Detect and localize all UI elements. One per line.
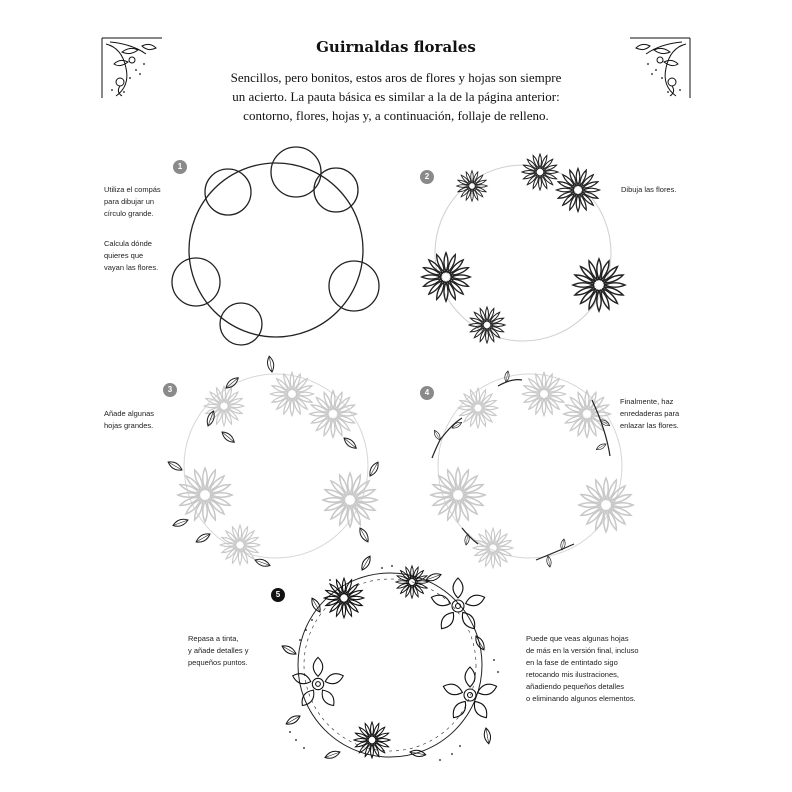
step-3-badge: 3: [163, 383, 177, 397]
step-4-badge: 4: [420, 386, 434, 400]
note-line: Calcula dónde: [104, 239, 152, 248]
note-line: enredaderas para: [620, 409, 680, 418]
step-5-note-a: [188, 633, 248, 669]
note-line: retocando mis ilustraciones,: [526, 670, 619, 679]
intro-text: [222, 68, 570, 125]
step-3-drawing: [167, 356, 381, 569]
step-1-note-b: [104, 238, 158, 274]
note-line: enlazar las flores.: [620, 421, 679, 430]
note-line: Finalmente, haz: [620, 397, 674, 406]
step-5-badge: 5: [271, 588, 285, 602]
note-line: Añade algunas: [104, 409, 155, 418]
note-line: Puede que veas algunas hojas: [526, 634, 629, 643]
step-2-drawing: [422, 154, 625, 343]
step-2-note: [621, 184, 676, 196]
note-line: círculo grande.: [104, 209, 154, 218]
step-1-badge: 1: [173, 160, 187, 174]
note-line: para dibujar un: [104, 197, 155, 206]
note-line: Dibuja las flores.: [621, 185, 677, 194]
step-4-note: [620, 396, 679, 432]
note-line: vayan las flores.: [104, 263, 159, 272]
note-line: hojas grandes.: [104, 421, 154, 430]
intro-line: contorno, flores, hojas y, a continuación, follaje de relleno.: [243, 108, 549, 123]
note-line: y añade detalles y: [188, 646, 249, 655]
note-line: de más en la versión final, incluso: [526, 646, 639, 655]
note-line: Utiliza el compás: [104, 185, 161, 194]
note-line: en la fase de entintado sigo: [526, 658, 618, 667]
step-3-note: [104, 408, 154, 432]
step-1-note-a: [104, 184, 161, 220]
note-line: añadiendo pequeños detalles: [526, 682, 625, 691]
step-2-badge: 2: [420, 170, 434, 184]
step-4-drawing: [431, 371, 633, 568]
page-title: Guirnaldas florales: [316, 38, 476, 56]
note-line: o eliminando algunos elementos.: [526, 694, 636, 703]
step-5-note-b: [526, 633, 639, 705]
step-5-drawing: [281, 555, 499, 761]
intro-line: Sencillos, pero bonitos, estos aros de flores y hojas son siempre: [230, 70, 562, 85]
note-line: Repasa a tinta,: [188, 634, 239, 643]
note-line: pequeños puntos.: [188, 658, 248, 667]
note-line: quieres que: [104, 251, 144, 260]
step-1-drawing: [172, 147, 379, 345]
intro-line: un acierto. La pauta básica es similar a la de la página anterior:: [232, 89, 560, 104]
